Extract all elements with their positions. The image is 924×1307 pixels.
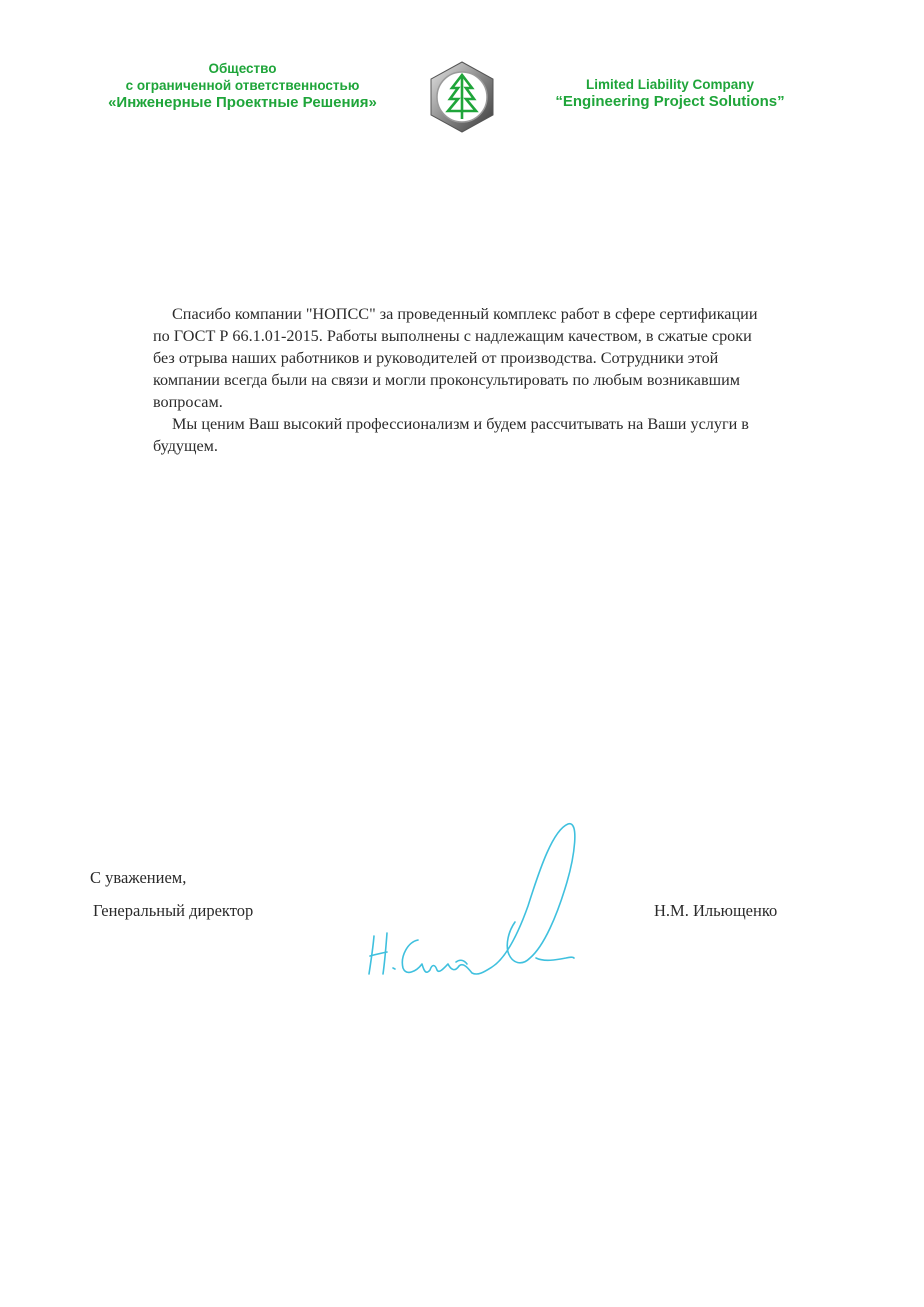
- handwritten-signature: [360, 818, 585, 988]
- letterhead-russian: [95, 60, 390, 111]
- letterhead-ru-line2: с ограниченной ответственностью: [125, 78, 360, 93]
- letterhead-en-line1: Limited Liability Company: [585, 77, 755, 92]
- letter-paragraph-1: Спасибо компании "НОПСС" за проведенный комплекс работ в сфере сертификации по ГОСТ Р 66.1.01-2015. Работы выполнены с надлежащим качеством, в сжатые сроки без отрыва наших работников и руководителей от производства. Сотрудники этой компании всегда были на связи и могли проконсультировать по любым возникавшим вопросам.: [153, 305, 758, 411]
- signatory-position: Генеральный директор: [93, 901, 254, 920]
- letter-closing: С уважением,: [90, 868, 187, 887]
- signatory-name: Н.М. Ильющенко: [654, 901, 778, 920]
- tree-hexagon-logo-icon: [428, 61, 496, 133]
- letter-paragraph-2: Мы ценим Ваш высокий профессионализм и будем рассчитывать на Ваши услуги в будущем.: [153, 415, 749, 455]
- letterhead-ru-company-name: «Инженерные Проектные Решения»: [108, 94, 377, 111]
- letterhead-ru-line1: Общество: [208, 61, 277, 76]
- letterhead-en-company-name: “Engineering Project Solutions”: [555, 93, 785, 110]
- letterhead-english: [540, 76, 800, 110]
- letter-body: [153, 303, 763, 457]
